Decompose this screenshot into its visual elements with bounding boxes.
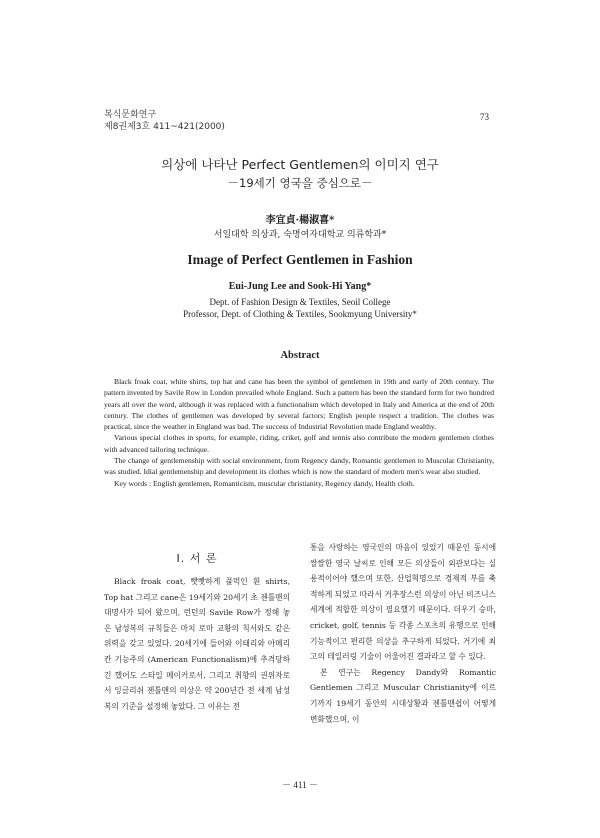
korean-title: 의상에 나타난 Perfect Gentlemen의 이미지 연구 [161, 157, 439, 172]
right-paragraph-1: 통을 사랑하는 영국인의 마음이 있었기 때문인 동시에 쌀쌀한 영국 날씨로 인해 모든 의상들이 외관보다는 실용적이어야 했으며 또한, 산업혁명으로 경제적 부를 축적하게 되었고 따라서 거추장스런 의상이 아닌 비즈니스 세계에 적합한 의상이 필요했기 때문이다. 더우기 승마, cricket, golf, tennis 등 각종 스포츠의 유행으로 인해 기능적이고 편리한 의상을 추구하게 되었다. 거기에 최고의 테일러링 기술이 어울어진 결과라고 할 수 있다. [310, 543, 496, 662]
english-affiliation [0, 296, 600, 320]
abstract-paragraph-3: The change of gentlemenship with social environment, from Regency dandy, Romantic gentlemen to Muscular Christianity, was studied. Idial gentlemenship and development its clothes which is now the standard of modern men's wear also studied. [104, 456, 494, 477]
english-title: Image of Perfect Gentlemen in Fashion [187, 252, 413, 267]
english-authors: Eui-Jung Lee and Sook-Hi Yang* [228, 281, 372, 292]
journal-name: 복식문화연구 [104, 110, 157, 120]
page-footer: － 411 － [282, 780, 318, 790]
keywords: Key words : English gentlemen, Romanticism, muscular christianity, Regency dandy, Health cloth. [114, 478, 415, 488]
korean-affiliation: 서일대학 의상과, 숙명여자대학교 의류학과* [213, 230, 387, 240]
right-column [310, 540, 496, 727]
korean-authors: 李宜貞·楊淑喜* [265, 215, 335, 226]
abstract-body [104, 376, 494, 489]
abstract-paragraph-1: Black froak coat, white shirts, top hat and cane has been the symbol of gentlemen in 19th and early of 20th century. The pattern invented by Savile Row in London prevailed whole England. Such a pattern has been the standard form for two hundred years all over the word, although it was replaced with a functionalism which developed in Italy and America at the end of 20th century. The clothes of gentlemen was developed by several factors; English people respect a tradition. The clothes was practical, since the weather in England was bad. The success of Industrial Revolution made England wealthy. [104, 377, 494, 432]
left-column [104, 574, 290, 714]
abstract-heading: Abstract [280, 350, 320, 361]
korean-subtitle: －19세기 영국을 중심으로－ [227, 176, 373, 190]
journal-header [104, 109, 225, 133]
left-paragraph: Black froak coat, 빳빳하게 풀먹인 흰 shirts, Top hat 그리고 cane은 19세기와 20세기 초 젠틀맨의 대명사가 되어 왔으며, 런던의 Savile Row가 정해 놓은 남성복의 규칙들은 마치 로마 교황의 칙서와도 같은 위력을 갖고 있었다. 20세기에 들어와 이태리와 아메리칸 기능주의 (American Functionalism)에 추격당하긴 했어도 스타일 메이커로서, 그리고 취향의 권위자로서 잉글리쉬 젠틀맨의 의상은 약 200년간 전 세계 남성복의 기준을 설정해 놓았다. 그 이유는 전 [104, 577, 290, 711]
affiliation-line-1: Dept. of Fashion Design & Textiles, Seoil College [209, 297, 391, 307]
abstract-paragraph-2: Various special clothes in sports, for example, riding, criket, golf and tennis also contribute the modern gentlemen clothes with advanced tailoring technique. [104, 433, 494, 454]
page-number: 73 [480, 112, 489, 122]
journal-volume: 제8권제3호 411~421(2000) [104, 122, 225, 132]
right-paragraph-2: 본 연구는 Regency Dandy와 Romantic Gentlemen 그리고 Muscular Christianity에 이르기까지 19세기 동안의 시대상황과 젠틀맨쉽이 어떻게 변화했으며, 이 [310, 667, 496, 724]
section-heading-introduction: Ⅰ. 서 론 [176, 552, 218, 565]
affiliation-line-2: Professor, Dept. of Clothing & Textiles, Sookmyung University* [183, 309, 417, 319]
